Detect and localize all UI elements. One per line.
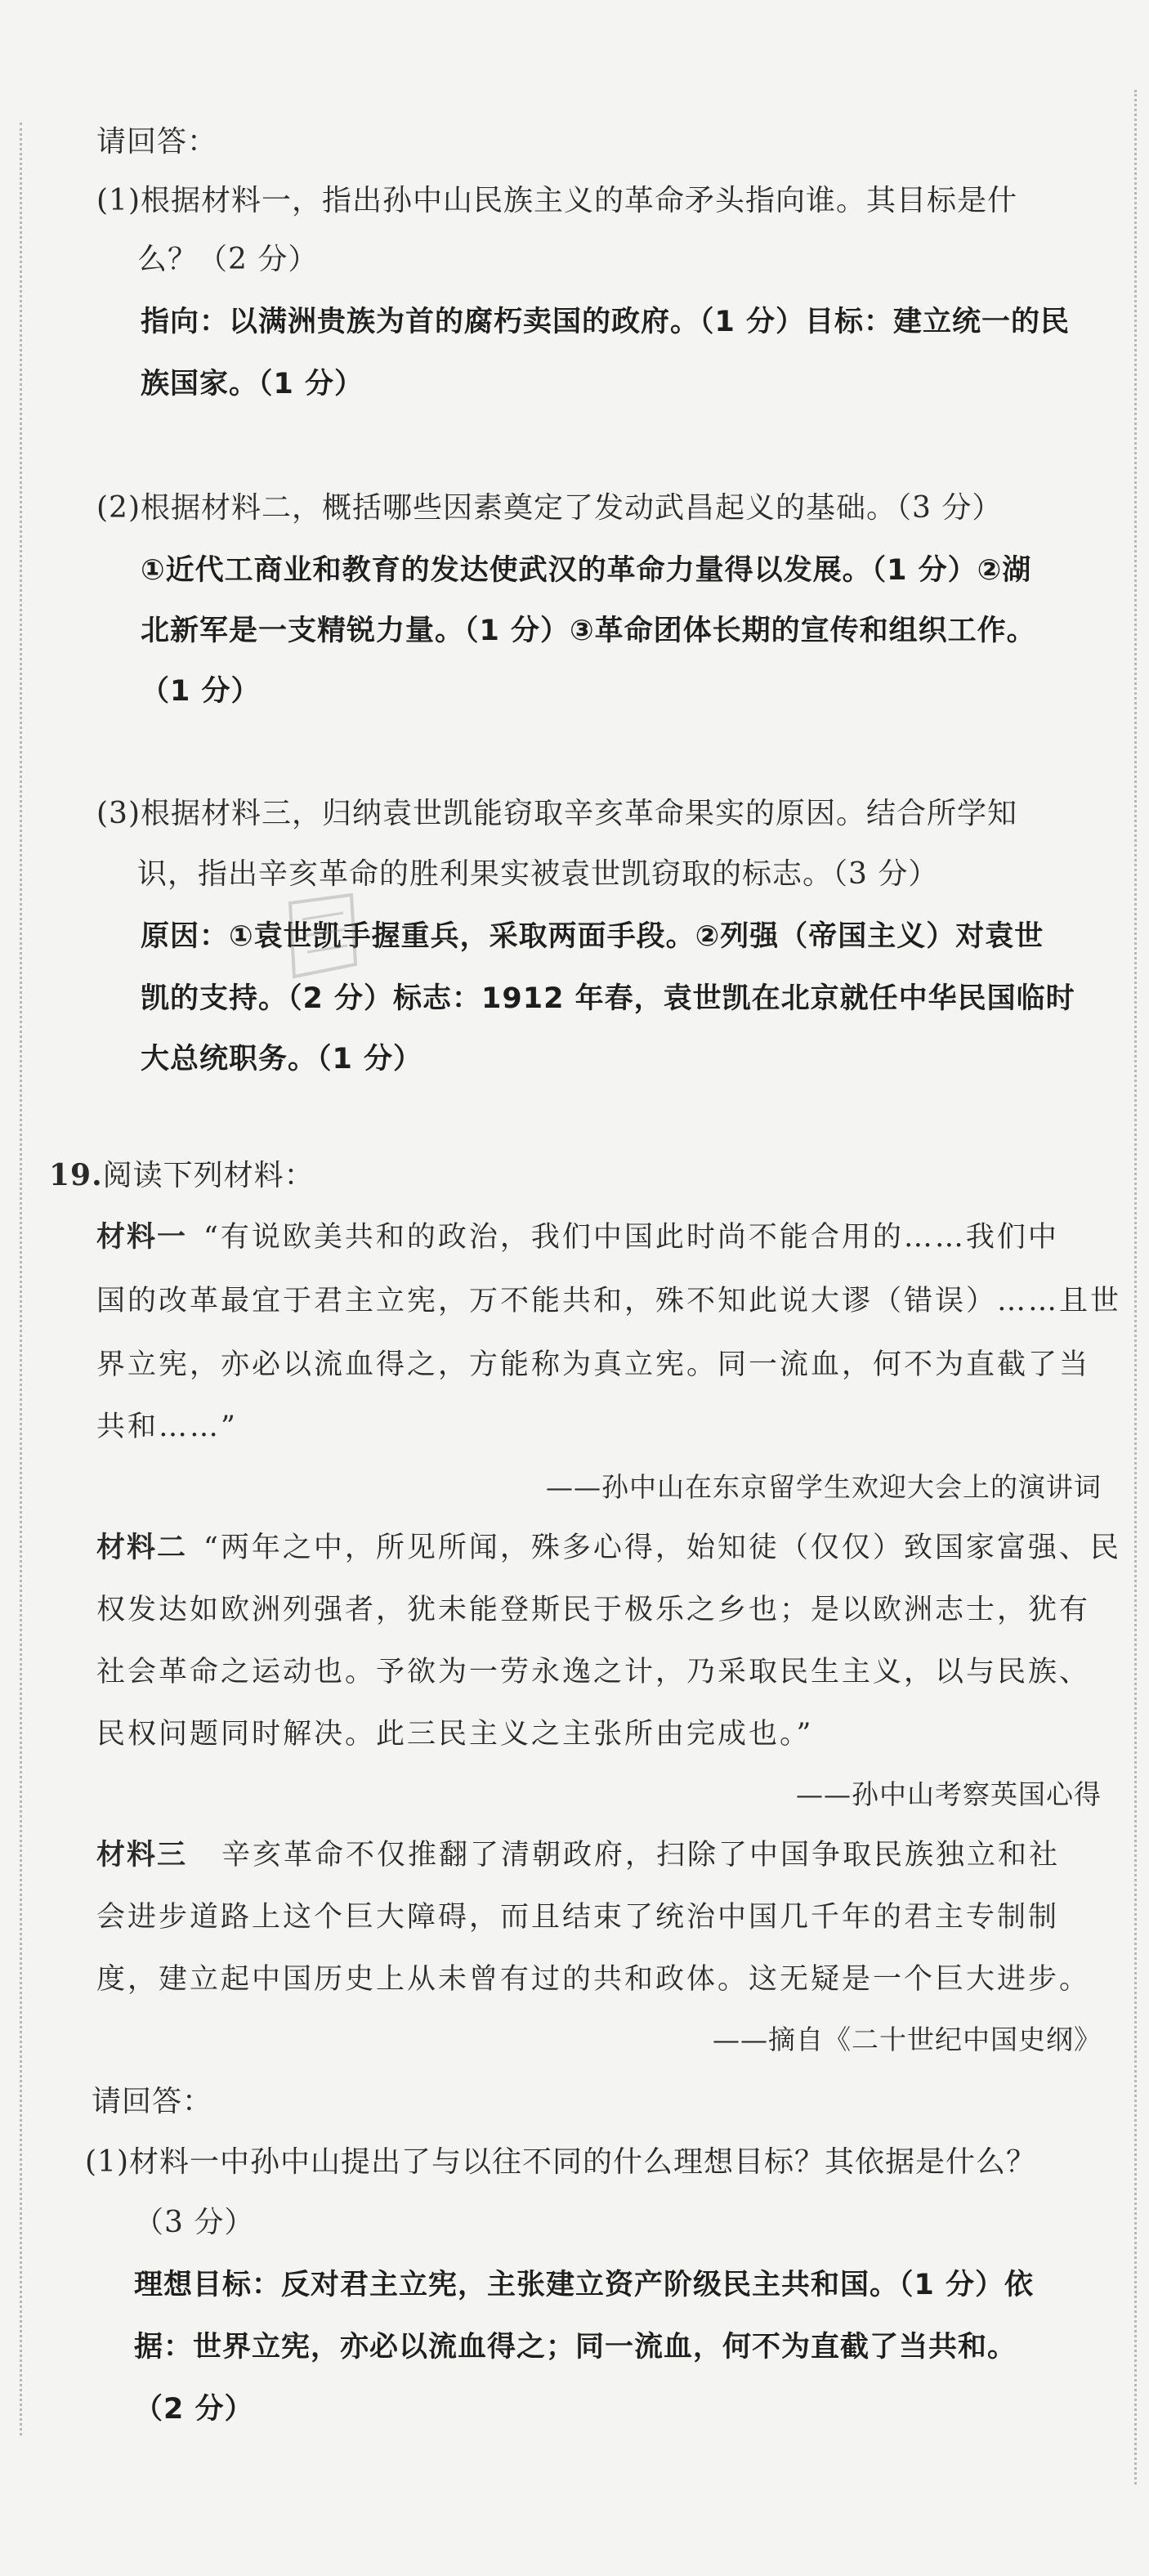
material2-text-line1: “两年之中，所见所闻，殊多心得，始知徒（仅仅）致国家富强、民: [203, 1532, 1121, 1564]
q18-prompt: 请回答：: [96, 125, 218, 159]
q18-sub1-answer-line2: 族国家。（1 分）: [141, 368, 364, 400]
material2-label: 材料二: [96, 1532, 188, 1564]
material1-label: 材料一: [96, 1221, 188, 1254]
q18-sub1-line2: 么？（2 分）: [137, 243, 319, 276]
q18-sub3-answer-line1: 原因：①袁世凯手握重兵，采取两面手段。②列强（帝国主义）对袁世: [141, 920, 1044, 953]
q19-material2-source: ——孙中山考察英国心得: [796, 1778, 1102, 1810]
q19-material2-line2: 权发达如欧洲列强者，犹未能登斯民于极乐之乡也；是以欧洲志士，犹有: [96, 1594, 1091, 1626]
q19-sub1-answer-line1: 理想目标：反对君主立宪，主张建立资产阶级民主共和国。（1 分）依: [134, 2269, 1035, 2301]
q18-sub2-answer-line2: 北新军是一支精锐力量。（1 分）③革命团体长期的宣传和组织工作。: [141, 615, 1036, 647]
q19-material3-line2: 会进步道路上这个巨大障碍，而且结束了统治中国几千年的君主专制制: [96, 1901, 1060, 1934]
q19-material1-line1: [96, 1218, 1059, 1257]
material3-text-line1: 辛亥革命不仅推翻了清朝政府，扫除了中国争取民族独立和社: [221, 1839, 1061, 1872]
q19-sub1-line1: (1)材料一中孙中山提出了与以往不同的什么理想目标？其依据是什么？: [85, 2145, 1036, 2179]
q19-prompt: 请回答：: [92, 2085, 213, 2118]
q19-material3-line3: 度，建立起中国历史上从未曾有过的共和政体。这无疑是一个巨大进步。: [96, 1963, 1091, 1996]
q19-material2-line1: [96, 1528, 1121, 1568]
q19-material3-line1: [96, 1836, 1060, 1875]
q19-material1-source: ——孙中山在东京留学生欢迎大会上的演讲词: [546, 1471, 1102, 1503]
q19-material2-line4: 民权问题同时解决。此三民主义之主张所由完成也。”: [96, 1718, 814, 1751]
q19-sub1-answer-line2: 据：世界立宪，亦必以流血得之；同一流血，何不为直截了当共和。: [134, 2331, 1017, 2364]
material3-label: 材料三: [96, 1839, 188, 1872]
q18-sub3-answer-line3: 大总统职务。（1 分）: [141, 1043, 423, 1076]
q18-sub2-line1: (2)根据材料二，概括哪些因素奠定了发动武昌起义的基础。（3 分）: [96, 491, 1003, 525]
q19-title: 阅读下列材料：: [102, 1159, 315, 1192]
q18-sub2-answer-line3: （1 分）: [141, 675, 261, 708]
q18-sub1-line1: (1)根据材料一，指出孙中山民族主义的革命矛头指向谁。其目标是什: [96, 184, 1017, 217]
stamp-watermark-icon: [274, 887, 368, 985]
q19-sub1-line2: （3 分）: [134, 2206, 255, 2239]
q19-material2-line3: 社会革命之运动也。予欲为一劳永逸之计，乃采取民生主义，以与民族、: [96, 1656, 1091, 1688]
q19-material1-line2: 国的改革最宜于君主立宪，万不能共和，殊不知此说大谬（错误）……且世: [96, 1285, 1122, 1317]
q19-material3-source: ——摘自《二十世纪中国史纲》: [713, 2024, 1102, 2055]
q18-sub3-line2: 识，指出辛亥革命的胜利果实被袁世凯窃取的标志。（3 分）: [137, 857, 939, 891]
q19-heading: [49, 1156, 315, 1196]
q19-material1-line3: 界立宪，亦必以流血得之，方能称为真立宪。同一流血，何不为直截了当: [96, 1348, 1091, 1381]
q18-sub1-answer-line1: 指向：以满洲贵族为首的腐朽卖国的政府。（1 分）目标：建立统一的民: [141, 306, 1071, 338]
material1-text-line1: “有说欧美共和的政治，我们中国此时尚不能合用的……我们中: [203, 1221, 1059, 1254]
left-binding-line: [20, 123, 22, 2435]
right-binding-line: [1134, 90, 1137, 2484]
q18-sub2-answer-line1: ①近代工商业和教育的发达使武汉的革命力量得以发展。（1 分）②湖: [141, 554, 1032, 587]
q19-sub1-answer-line3: （2 分）: [134, 2393, 254, 2426]
q18-sub3-line1: (3)根据材料三，归纳袁世凯能窃取辛亥革命果实的原因。结合所学知: [96, 797, 1017, 830]
q18-sub3-answer-line2: 凯的支持。（2 分）标志：1912 年春，袁世凯在北京就任中华民国临时: [141, 982, 1075, 1015]
q19-material1-line4: 共和……”: [96, 1411, 238, 1443]
q19-number: 19.: [49, 1158, 103, 1192]
